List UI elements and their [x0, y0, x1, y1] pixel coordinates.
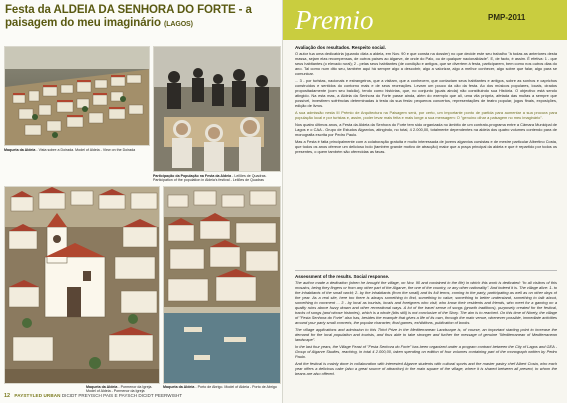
photo-model-overview-image	[5, 47, 150, 146]
pt-paragraph-3: A sua admissão nesta III Prémio de Arquitectura na Paisagem será, por certo, um importante ponto de partida para aumentar a sua procura para população local e por turistas e, assim, poder levar mais feita e mais longe a sua mensagem: O "genuíno olhar a paisagem no meu imaginário".	[295, 110, 557, 120]
article-title: Festa da ALDEIA DA SENHORA DO FORTE - a paisagem do meu imaginário (LAGOS)	[5, 4, 252, 29]
left-page	[0, 0, 283, 403]
pt-heading: Avaliação dos resultados. Respeito social.	[295, 45, 386, 50]
title-location: (LAGOS)	[164, 21, 193, 28]
english-text	[295, 270, 557, 392]
pt-paragraph-2: ... 3 - por turistas, nacionais e estrangeiros, que a visitam, que a conhecem, que contactam seus habitantes e antigos, sobre as sonhos e caprichos construídos e sentidos do contorno mais e de seus recreações. Levam um pouco da cão da festa. Ao dos músicos populares, locais, cirados propositadamente (com seu balcão), tendo como histórias, que, no conjunto (quais ainda) não constituindo sua História. O objectivo está sendo atingido. Na esta mas, a Aldeia da Senhora do Forte passe ainda, além do exemplo que ali, uma vila própria, afetada das multas a sempre que possível, investirem sofrências determinadas à testa da sua festa: pequenos concertos, representações de teatro popular, jogos finais, exposições, edição de livros.	[295, 78, 557, 108]
publication-name: PAYSTYLED URBAN	[14, 393, 61, 398]
pt-paragraph-5: Mas a Festa é fatia principalmente com a colaboração gratuita e muito interessada de jovens algarvios cursistas e de mestre particular Albertino Costa, que todos os anos oferece um delicioso bolo (também grande motivo de atracção) maior que a praça principal da aldeia e que é repartido por todos os presentes, o quem também são oferecidas as favas.	[295, 139, 557, 154]
photo-model-church-image	[5, 187, 160, 384]
photo-model-church	[4, 186, 160, 384]
caption-photo-2: Participação da População na Festa da Aldeia - Leilões de Quadras. Participation of the population in Aldeia's festival - Leilões de Quadras	[153, 174, 267, 183]
en-paragraph-1: The author made a dedication (when he brought the village, on Nov. 90 and contained in the file) in which this work is dedicated: "to all visitors of this mosaics, being they fingers or from any other part of the Algarve, the one of the country, or any other nationality". And indeed it is. The village alive: 1- to the inhabitants of the small world; 2- by the inhabitants (from the small) and its full terms, coming to the party, participating as well as on other days of the year. As a real site, here too there is always something to find, something to value, something to better understand, something to talk about, something to comment ... 3 - by local as tourists, locals and foreigners who visit, who know their residents and friends, who meet for a gaming on a quality ruins above fuzzy drawn and other recreational ways. A lot of the travel sense of songs (growth traditions), purposely created for the festival, tracks of songs (and whose histories), which is a whole (bits still) is not conclusive of the Story. The aim is to reached. On this time of Ninety, the village of "Festa Senhora do Forte" also has, besides the example that gives a life of its own, through the main venue, whenever possible, immediate activities around your party small concerts, the popular character, final games, exhibitions, publication of books.	[295, 280, 557, 325]
photo-festival-participation-image	[154, 47, 281, 172]
publication-tagline: DICIDT PREYISCH PAIS E PAYSCH DICIDT PEERWISHT	[61, 393, 183, 398]
photo-festival-participation	[153, 46, 281, 172]
en-paragraph-2: The village applications and admission to this Third Prize in the Mediterranean Landscape is, of course, an important starting point to increase the demand for the local population and tourists, and thus able to take stronger and further the message of genuine "Mediterranean of Mediterranean landscape".	[295, 327, 557, 342]
caption-photo-4: Maqueta da Aldeia - Porto de Abrigo. Model of Aldeia - Porto de Abrigo	[163, 385, 277, 389]
en-paragraph-4: And the festival is mainly done in collaboration with interested Algarve students with cultural sports and the master pastry chef Albert Costa, who each year offers a delicious cake (also a great source of attraction) in the main square of the village, where it is shared between all present, to whom the beans are also offered.	[295, 361, 557, 376]
award-label: PMP-2011	[488, 13, 526, 22]
section-title: Premio	[295, 5, 374, 35]
right-header-band	[283, 0, 567, 40]
photo-model-harbor-image	[164, 187, 281, 384]
pt-paragraph-1: O autor tua uma dedicatória (quando dizia a aldeia, em Nov. 90 e que consta na dossier) no que decide este seu trabalho "à todas as anteriores desta massa, sejam elas recompensas, de outros países ao álgarve, de onde do Palo, ou de qualquer nacionalidade". E, de facto, é assim. É efetiva: 1 - que seus habitantes (o elevado rural); 2 - pelas seus habitantes (de condição e antigos, que se divertem à festa, participarem, bem como nos outros dias do ano. Tal como num dito seu, também aqui há sempre algo a descobrir, algo a valorizar, algo a melhor conhecer, algo sobre que falar, algo para se comunicar.	[295, 51, 557, 76]
left-footer	[4, 392, 280, 400]
article-heading	[5, 4, 281, 44]
caption-photo-3: Maqueta da Aldeia - Pormenor da Igreja. Model of Aldeia - Pormenor da Igreja	[86, 385, 153, 394]
pt-paragraph-4: Nos quatro últimos anos, a Festa da Aldeia da Senhora do Forte tem sido organizada no âmbito de um contrato-programa entre a Câmara Municipal de Lagos e o CAA - Grupo de Estudos Algarvios, atingindo, no total, 4 2.000,00, totalmente dependentes na aldeia dos quatro volumes contendo para de monografia escrita por Pedro Paulo.	[295, 122, 557, 137]
en-paragraph-3: In the last four years, the Village Feast of "Festa Senhora do Forte" has been organized under a program contract between the City of Lagos and GEA - Group of Algarve Studies, reaching, in total 4 2.000,00, taken spending on edition of four volumes containing part of the monograph written by Pedro Paulo.	[295, 344, 557, 359]
right-page	[283, 0, 567, 403]
portuguese-text	[295, 45, 557, 269]
photo-model-harbor	[163, 186, 281, 384]
page-number: 12	[4, 393, 11, 399]
en-heading: Assessment of the results. Social response.	[295, 274, 390, 279]
photo-model-overview	[4, 46, 150, 146]
caption-photo-1: Maqueta da Aldeia - Vista sobre a Doirada. Model of Aldeia - View on the Doirada	[4, 148, 136, 152]
